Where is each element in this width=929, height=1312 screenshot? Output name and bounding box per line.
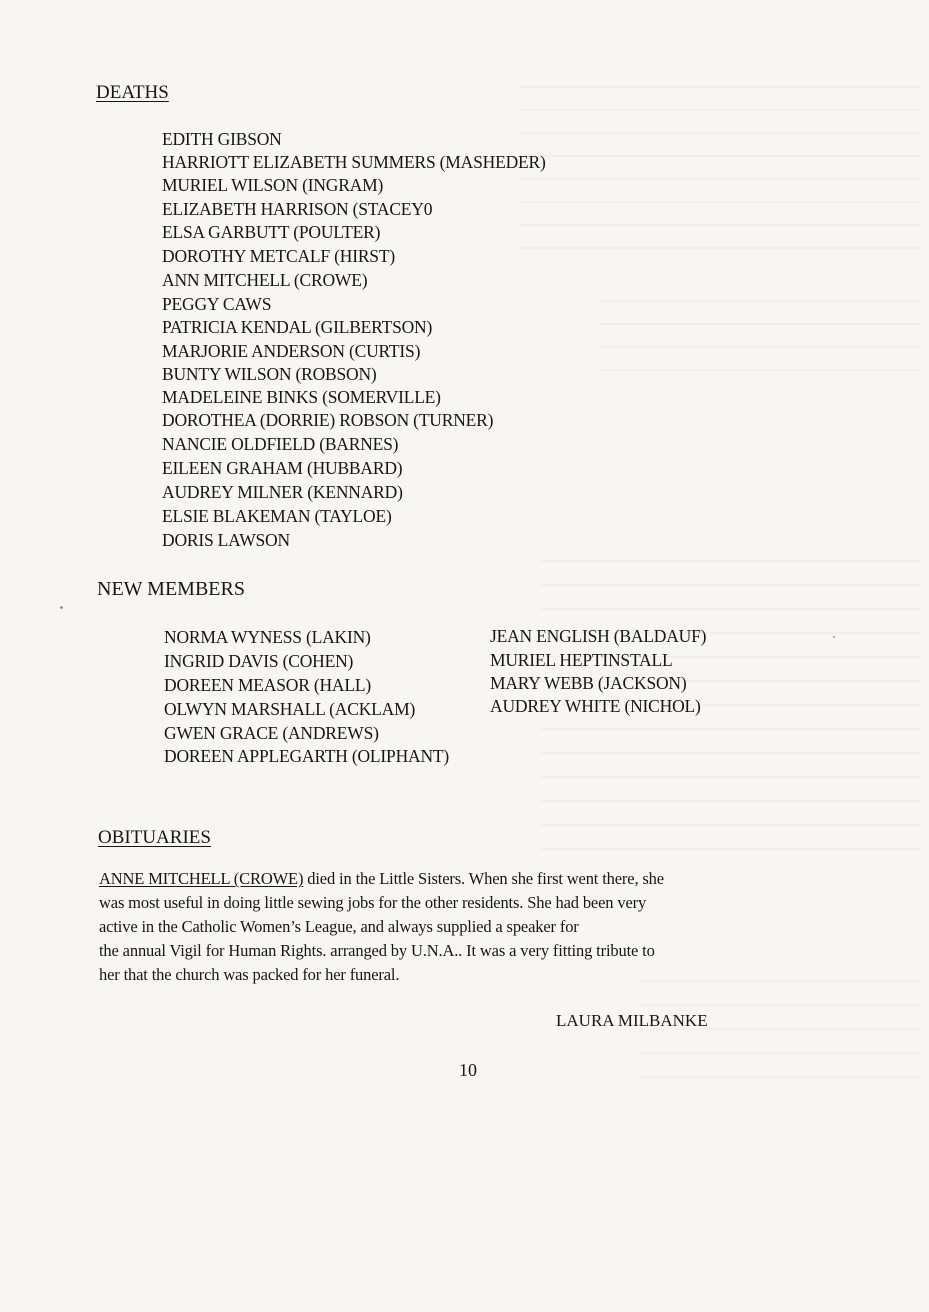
obituaries-heading: OBITUARIES xyxy=(98,827,211,848)
obituary-text: died in the Little Sisters. When she first went there, she xyxy=(303,869,664,888)
new-member-entry: OLWYN MARSHALL (ACKLAM) xyxy=(164,699,416,719)
new-member-entry: DOREEN APPLEGARTH (OLIPHANT) xyxy=(164,746,450,766)
obituary-paragraph xyxy=(99,867,859,987)
death-entry: DORIS LAWSON xyxy=(162,530,290,550)
new-member-entry: GWEN GRACE (ANDREWS) xyxy=(164,723,379,743)
new-member-entry: DOREEN MEASOR (HALL) xyxy=(164,675,371,695)
obituary-line: her that the church was packed for her funeral. xyxy=(99,965,400,984)
obituary-line: was most useful in doing little sewing jobs for the other residents. She had been very xyxy=(99,893,647,912)
obituary-subject: ANNE MITCHELL (CROWE) xyxy=(99,869,304,888)
new-member-entry: MURIEL HEPTINSTALL xyxy=(490,650,673,670)
new-member-entry: AUDREY WHITE (NICHOL) xyxy=(490,696,701,716)
new-member-entry: NORMA WYNESS (LAKIN) xyxy=(164,627,371,647)
obituary-author: LAURA MILBANKE xyxy=(556,1011,708,1030)
death-entry: MURIEL WILSON (INGRAM) xyxy=(162,175,384,195)
new-member-entry: JEAN ENGLISH (BALDAUF) xyxy=(490,626,707,646)
death-entry: DOROTHEA (DORRIE) ROBSON (TURNER) xyxy=(162,410,494,430)
new-member-entry: INGRID DAVIS (COHEN) xyxy=(164,651,354,671)
obituary-line: active in the Catholic Women’s League, and always supplied a speaker for xyxy=(99,917,579,936)
death-entry: PEGGY CAWS xyxy=(162,294,272,314)
new-member-entry: MARY WEBB (JACKSON) xyxy=(490,673,687,693)
obituary-line: the annual Vigil for Human Rights. arranged by U.N.A.. It was a very fitting tribute to xyxy=(99,941,655,960)
death-entry: DOROTHY METCALF (HIRST) xyxy=(162,246,395,266)
death-entry: ELSA GARBUTT (POULTER) xyxy=(162,222,381,242)
death-entry: HARRIOTT ELIZABETH SUMMERS (MASHEDER) xyxy=(162,152,546,172)
death-entry: EILEEN GRAHAM (HUBBARD) xyxy=(162,458,403,478)
death-entry: ELSIE BLAKEMAN (TAYLOE) xyxy=(162,506,392,526)
death-entry: MARJORIE ANDERSON (CURTIS) xyxy=(162,341,421,361)
new-members-heading: NEW MEMBERS xyxy=(97,578,245,600)
death-entry: EDITH GIBSON xyxy=(162,129,282,149)
scan-speck xyxy=(833,636,835,638)
death-entry: MADELEINE BINKS (SOMERVILLE) xyxy=(162,387,441,407)
scan-speck xyxy=(60,606,63,609)
death-entry: NANCIE OLDFIELD (BARNES) xyxy=(162,434,399,454)
page-number: 10 xyxy=(459,1060,477,1080)
deaths-heading: DEATHS xyxy=(96,82,169,103)
death-entry: AUDREY MILNER (KENNARD) xyxy=(162,482,403,502)
death-entry: BUNTY WILSON (ROBSON) xyxy=(162,364,377,384)
death-entry: PATRICIA KENDAL (GILBERTSON) xyxy=(162,317,433,337)
obituary-line xyxy=(99,867,859,891)
death-entry: ANN MITCHELL (CROWE) xyxy=(162,270,368,290)
death-entry: ELIZABETH HARRISON (STACEY0 xyxy=(162,199,433,219)
